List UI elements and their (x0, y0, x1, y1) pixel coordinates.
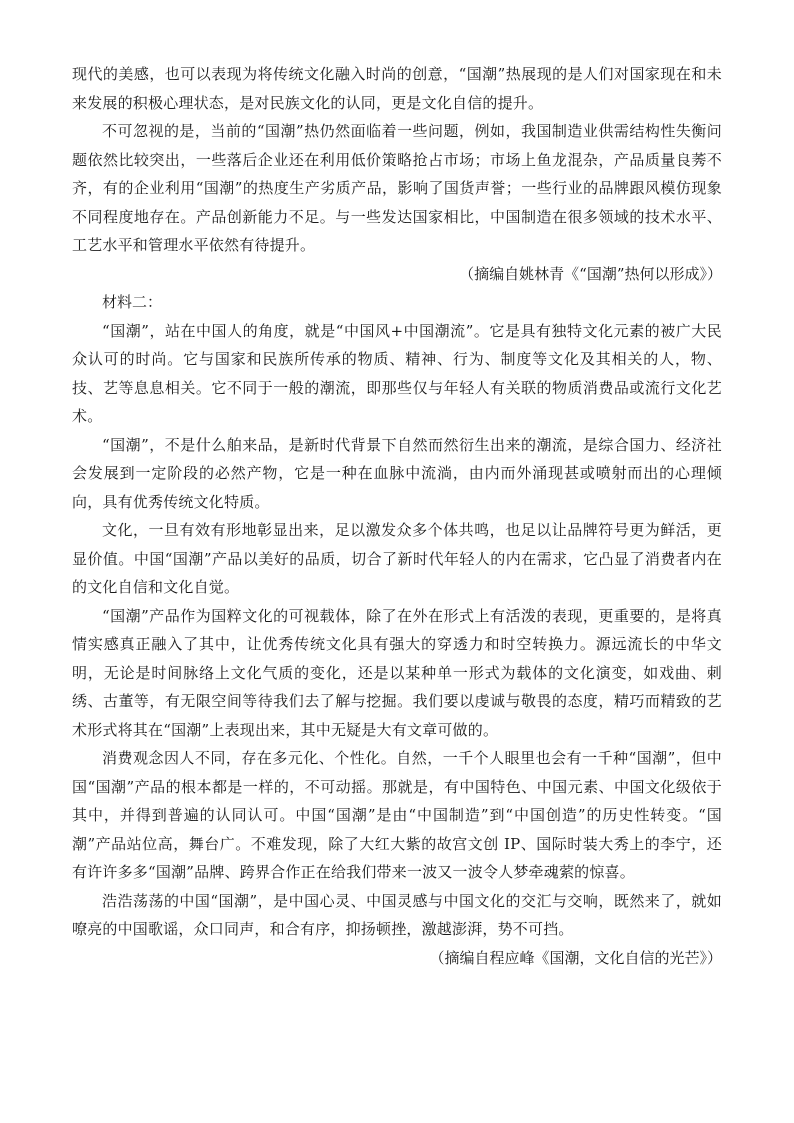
material2-paragraph-2: “国潮”，不是什么舶来品，是新时代背景下自然而然衍生出来的潮流，是综合国力、经济社会发展到一定阶段的必然产物，它是一种在血脉中流淌，由内而外涌现甚或喷射而出的心理倾向，具有优秀传统文化特质。 (72, 435, 722, 511)
material2-label: 材料二： (102, 293, 163, 311)
material2-paragraph-3: 文化，一旦有效有形地彰显出来，足以激发众多个体共鸣，也足以让品牌符号更为鲜活，更显价值。中国“国潮”产品以美好的品质，切合了新时代年轻人的内在需求，它凸显了消费者内在的文化自信和文化自觉。 (72, 521, 722, 596)
material2-source: （摘编自程应峰《国潮，文化自信的光芒》） (429, 948, 722, 967)
material2-paragraph-5: 消费观念因人不同，存在多元化、个性化。自然，一千个人眼里也会有一千种“国潮”，但中国“国潮”产品的根本都是一样的，不可动摇。那就是，有中国特色、中国元素、中国文化级依于其中，并得到普遍的认同认可。中国“国潮”是由“中国制造”到“中国创造”的历史性转变。“国潮”产品站位高，舞台广。不难发现，除了大红大紫的故宫文创 IP、国际时装大秀上的李宁，还有许许多多“国潮”品牌、跨界合作正在给我们带来一波又一波令人梦牵魂萦的惊喜。 (72, 749, 722, 881)
material1-source: （摘编自姚林青《“国潮”热何以形成》） (459, 264, 722, 283)
document-page (72, 60, 722, 972)
material2-paragraph-6: 浩浩荡荡的中国“国潮”，是中国心灵、中国灵感与中国文化的交汇与交响，既然来了，就如嘹亮的中国歌谣，众口同声，和合有序，抑扬顿挫，激越澎湃，势不可挡。 (72, 891, 722, 938)
material1-paragraph-problems: 不可忽视的是，当前的“国潮”热仍然面临着一些问题，例如，我国制造业供需结构性失衡问题依然比较突出，一些落后企业还在利用低价策略抢占市场；市场上鱼龙混杂，产品质量良莠不齐，有的企业利用“国潮”的热度生产劣质产品，影响了国货声誉；一些行业的品牌跟风模仿现象不同程度地存在。产品创新能力不足。与一些发达国家相比，中国制造在很多领域的技术水平、工艺水平和管理水平依然有待提升。 (72, 122, 722, 254)
material2-paragraph-1: “国潮”，站在中国人的角度，就是“中国风+中国潮流”。它是具有独特文化元素的被广大民众认可的时尚。它与国家和民族所传承的物质、精神、行为、制度等文化及其相关的人，物、技、艺等息息相关。它不同于一般的潮流，即那些仅与年轻人有关联的物质消费品或流行文化艺术。 (72, 321, 722, 425)
material2-paragraph-4: “国潮”产品作为国粹文化的可视载体，除了在外在形式上有活泼的表现，更重要的，是将真情实感真正融入了其中，让优秀传统文化具有强大的穿透力和时空转换力。源远流长的中华文明，无论是时间脉络上文化气质的变化，还是以某种单一形式为载体的文化演变，如戏曲、刺绣、古董等，有无限空间等待我们去了解与挖掘。我们要以虔诚与敬畏的态度，精巧而精致的艺术形式将其在“国潮”上表现出来，其中无疑是大有文章可做的。 (72, 606, 722, 739)
material1-paragraph-continued: 现代的美感，也可以表现为将传统文化融入时尚的创意，“国潮”热展现的是人们对国家现在和未来发展的积极心理状态，是对民族文化的认同，更是文化自信的提升。 (72, 65, 722, 112)
